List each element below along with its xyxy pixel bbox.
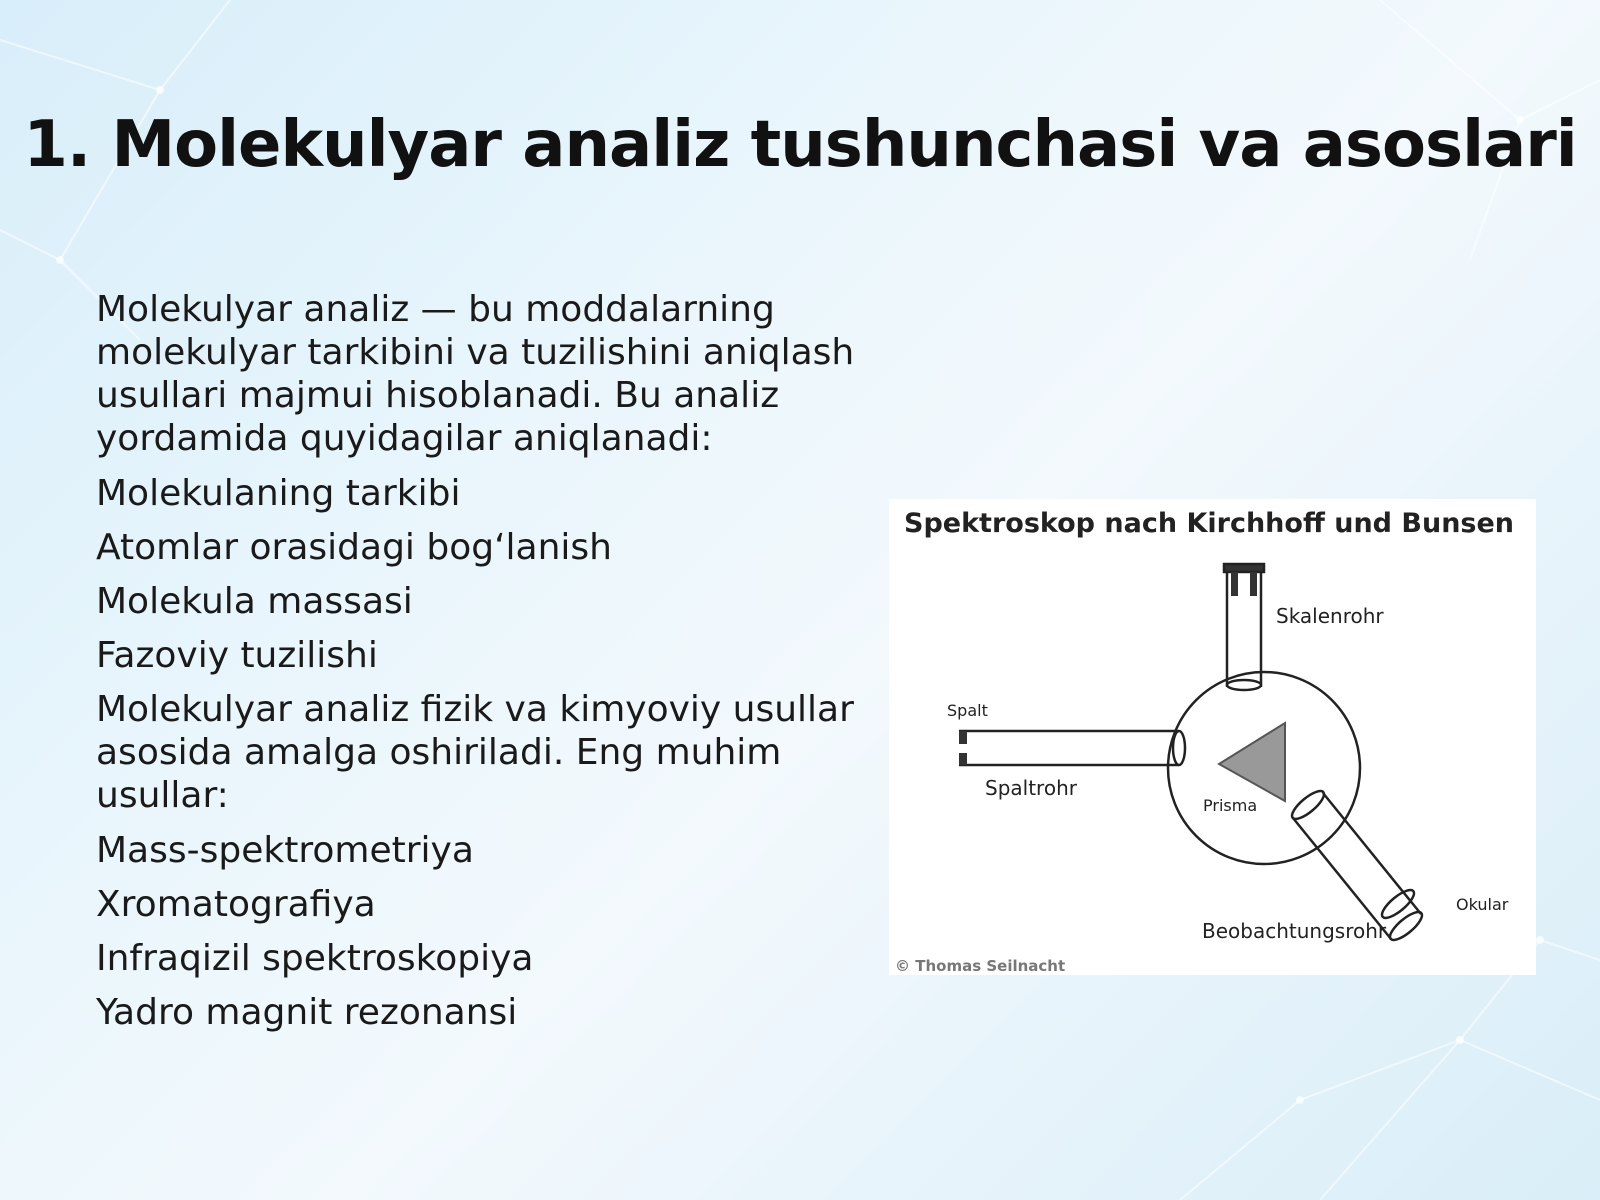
- prism-shape: [1219, 723, 1285, 801]
- label-prisma: Prisma: [1203, 796, 1258, 815]
- list-item: Infraqizil spektroskopiya: [96, 938, 534, 979]
- list-item: Molekula massasi: [96, 581, 413, 622]
- list-item: Fazoviy tuzilishi: [96, 635, 378, 676]
- spaltrohr-tube: [959, 731, 1185, 765]
- methods-paragraph: Molekulyar analiz fizik va kimyoviy usullar asosida amalga oshiriladi. Eng muhim usullar:: [96, 689, 854, 816]
- figure-credit: © Thomas Seilnacht: [895, 957, 1066, 975]
- label-okular: Okular: [1456, 895, 1509, 914]
- label-beobachtungsrohr: Beobachtungsrohr: [1202, 919, 1387, 943]
- slide-title: 1. Molekulyar analiz tushunchasi va asoslari: [23, 108, 1577, 182]
- slide-body: [96, 288, 866, 1045]
- intro-paragraph: Molekulyar analiz — bu moddalarning molekulyar tarkibini va tuzilishini aniqlash usullari majmui hisoblanadi. Bu analiz yordamida quyidagilar aniqlanadi:: [96, 289, 855, 459]
- list-item: Molekulaning tarkibi: [96, 473, 461, 514]
- list-item: Xromatografiya: [96, 884, 376, 925]
- spectroscope-figure: [889, 499, 1536, 975]
- list-item: Atomlar orasidagi bog‘lanish: [96, 527, 612, 568]
- list-item: Mass-spektrometriya: [96, 830, 474, 871]
- label-skalenrohr: Skalenrohr: [1276, 604, 1384, 628]
- figure-title: Spektroskop nach Kirchhoff und Bunsen: [904, 508, 1515, 539]
- label-spaltrohr: Spaltrohr: [985, 776, 1077, 800]
- list-item: Yadro magnit rezonansi: [96, 992, 518, 1033]
- spectroscope-diagram: [889, 499, 1536, 975]
- label-spalt: Spalt: [947, 701, 988, 720]
